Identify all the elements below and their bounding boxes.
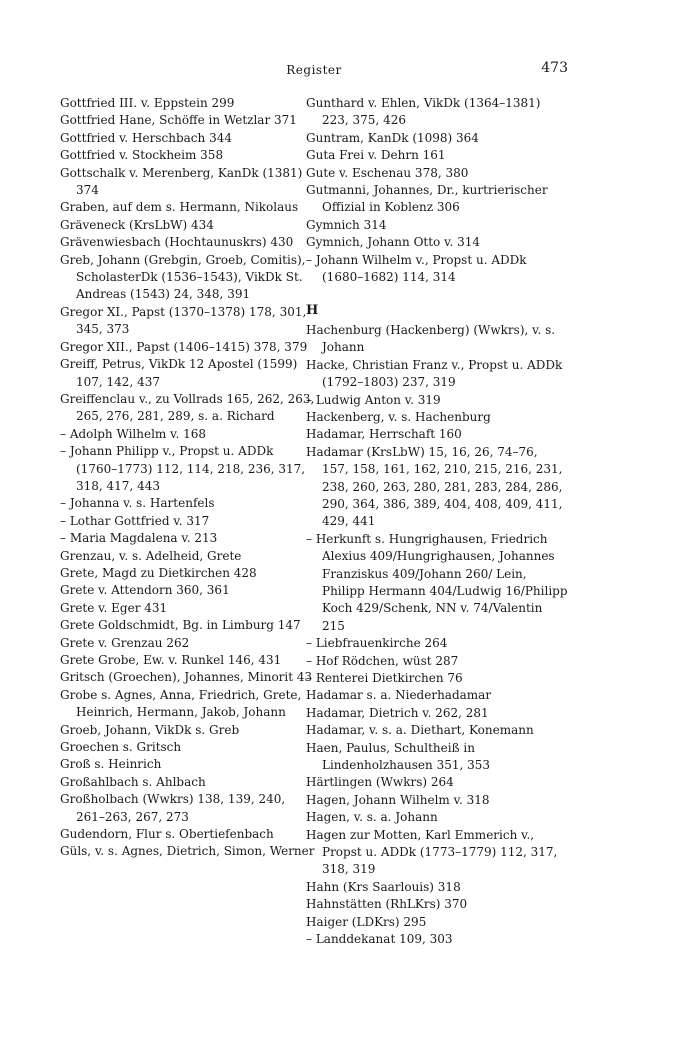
index-entry: Hackenberg, v. s. Hachenburg — [306, 409, 491, 424]
index-entry: Hacke, Christian Franz v., Propst u. ADDk (1792–1803) 237, 319 — [306, 357, 563, 390]
index-entry: – Ludwig Anton v. 319 — [306, 392, 441, 407]
index-entry: Gregor XI., Papst (1370–1378) 178, 301, 345, 373 — [60, 304, 307, 337]
index-entry: Grenzau, v. s. Adelheid, Grete — [60, 548, 242, 563]
page-number: 473 — [541, 60, 568, 76]
index-entry: – Herkunft s. Hungrighausen, Friedrich Alexius 409/Hungrighausen, Johannes Franziskus 409/Johann 260/ Lein, Philipp Hermann 404/Ludwig 16/Philipp Koch 429/Schenk, NN v. 74/Valentin 215 — [306, 531, 568, 633]
index-column-left — [60, 95, 315, 861]
index-entry: Hahn (Krs Saarlouis) 318 — [306, 879, 461, 894]
index-entry: Gymnich, Johann Otto v. 314 — [306, 235, 480, 250]
index-entry: Gutmanni, Johannes, Dr., kurtrierischer Offizial in Koblenz 306 — [306, 183, 548, 215]
index-entry: Greiff, Petrus, VikDk 12 Apostel (1599) 107, 142, 437 — [60, 357, 298, 389]
index-entry: – Adolph Wilhelm v. 168 — [60, 426, 206, 441]
index-entry: Gute v. Eschenau 378, 380 — [306, 165, 469, 180]
index-entry: Gregor XII., Papst (1406–1415) 378, 379 — [60, 339, 308, 354]
index-entry: Grete v. Grenzau 262 — [60, 635, 190, 650]
index-entry: Groechen s. Gritsch — [60, 740, 182, 755]
index-entry: Hadamar, v. s. a. Diethart, Konemann — [306, 723, 534, 738]
index-entry: Grete v. Eger 431 — [60, 600, 168, 615]
page-header — [60, 60, 568, 84]
index-entry: Guta Frei v. Dehrn 161 — [306, 148, 446, 163]
index-entry: Greb, Johann (Grebgin, Groeb, Comitis), ScholasterDk (1536–1543), VikDk St. Andreas (1543) 24, 348, 391 — [60, 252, 306, 302]
index-entry: – Johann Philipp v., Propst u. ADDk (1760–1773) 112, 114, 218, 236, 317, 318, 417, 443 — [60, 444, 306, 493]
index-entry: Groeb, Johann, VikDk s. Greb — [60, 722, 240, 737]
index-entry: – Landdekanat 109, 303 — [306, 932, 453, 947]
index-entry: Gottfried v. Stockheim 358 — [60, 148, 224, 163]
index-entry: Gritsch (Groechen), Johannes, Minorit 43 — [60, 670, 313, 685]
index-entry: Grete Grobe, Ew. v. Runkel 146, 431 — [60, 653, 282, 667]
index-entry: Greiffenclau v., zu Vollrads 165, 262, 263, 265, 276, 281, 289, s. a. Richard — [60, 391, 315, 424]
index-entry: Hadamar, Dietrich v. 262, 281 — [306, 705, 489, 720]
index-entry: Grobe s. Agnes, Anna, Friedrich, Grete, Heinrich, Hermann, Jakob, Johann — [60, 687, 302, 720]
index-entry: Hahnstätten (RhLKrs) 370 — [306, 897, 468, 912]
index-column-right — [306, 95, 568, 949]
index-entry: – Hof Rödchen, wüst 287 — [306, 653, 459, 668]
index-entry: Gottfried v. Herschbach 344 — [60, 130, 232, 145]
index-entry: Härtlingen (Wwkrs) 264 — [306, 775, 454, 790]
section-letter: H — [306, 303, 319, 319]
running-head: Register — [286, 63, 342, 77]
index-entry: Gottschalk v. Merenberg, KanDk (1381) 374 — [60, 165, 303, 198]
index-entry: Großholbach (Wwkrs) 138, 139, 240, 261–263, 267, 273 — [60, 792, 286, 824]
index-entry: Grete, Magd zu Dietkirchen 428 — [60, 565, 257, 580]
index-entry: – Renterei Dietkirchen 76 — [306, 671, 463, 685]
index-entry: Gunthard v. Ehlen, VikDk (1364–1381) 223, 375, 426 — [306, 96, 541, 128]
index-entry: Hagen, v. s. a. Johann — [306, 810, 438, 825]
index-entry: Grävenwiesbach (Hochtaunuskrs) 430 — [60, 235, 294, 250]
index-entry: Gymnich 314 — [306, 217, 387, 232]
index-entry: Hachenburg (Hackenberg) (Wwkrs), v. s. Johann — [306, 322, 556, 355]
index-entry: Gottfried III. v. Eppstein 299 — [60, 96, 235, 110]
index-entry: Haen, Paulus, Schultheiß in Lindenholzhausen 351, 353 — [306, 740, 491, 773]
index-entry: Gudendorn, Flur s. Obertiefenbach — [60, 827, 274, 842]
index-entry: Grete v. Attendorn 360, 361 — [60, 583, 230, 598]
index-entry: Gräveneck (KrsLbW) 434 — [60, 217, 214, 232]
index-entry: Graben, auf dem s. Hermann, Nikolaus — [60, 200, 299, 215]
index-entry: – Lothar Gottfried v. 317 — [60, 513, 210, 528]
index-entry: Hadamar (KrsLbW) 15, 16, 26, 74–76, 157, 158, 161, 162, 210, 215, 216, 231, 238, 260, 263, 280, 281, 283, 284, 286, 290, 364, 386, 389, 404, 408, 409, 411, 429, 441 — [306, 444, 563, 529]
index-entry: Gottfried Hane, Schöffe in Wetzlar 371 — [60, 113, 297, 128]
index-entry: Hadamar s. a. Niederhadamar — [306, 688, 492, 703]
index-entry: Hagen, Johann Wilhelm v. 318 — [306, 792, 490, 807]
index-entry: – Johanna v. s. Hartenfels — [60, 496, 215, 511]
index-entry: – Johann Wilhelm v., Propst u. ADDk (1680–1682) 114, 314 — [306, 252, 527, 285]
index-entry: Hadamar, Herrschaft 160 — [306, 427, 462, 442]
index-entry: Guntram, KanDk (1098) 364 — [306, 130, 479, 145]
index-entry: Grete Goldschmidt, Bg. in Limburg 147 — [60, 618, 301, 633]
index-entry: Groß s. Heinrich — [60, 757, 162, 772]
index-entry: Großahlbach s. Ahlbach — [60, 774, 206, 789]
index-entry: Haiger (LDKrs) 295 — [306, 914, 427, 929]
index-entry: – Maria Magdalena v. 213 — [60, 531, 218, 546]
index-entry: Hagen zur Motten, Karl Emmerich v., Propst u. ADDk (1773–1779) 112, 317, 318, 319 — [306, 827, 558, 877]
index-entry: Güls, v. s. Agnes, Dietrich, Simon, Werner — [60, 844, 315, 859]
index-entry: – Liebfrauenkirche 264 — [306, 636, 448, 651]
